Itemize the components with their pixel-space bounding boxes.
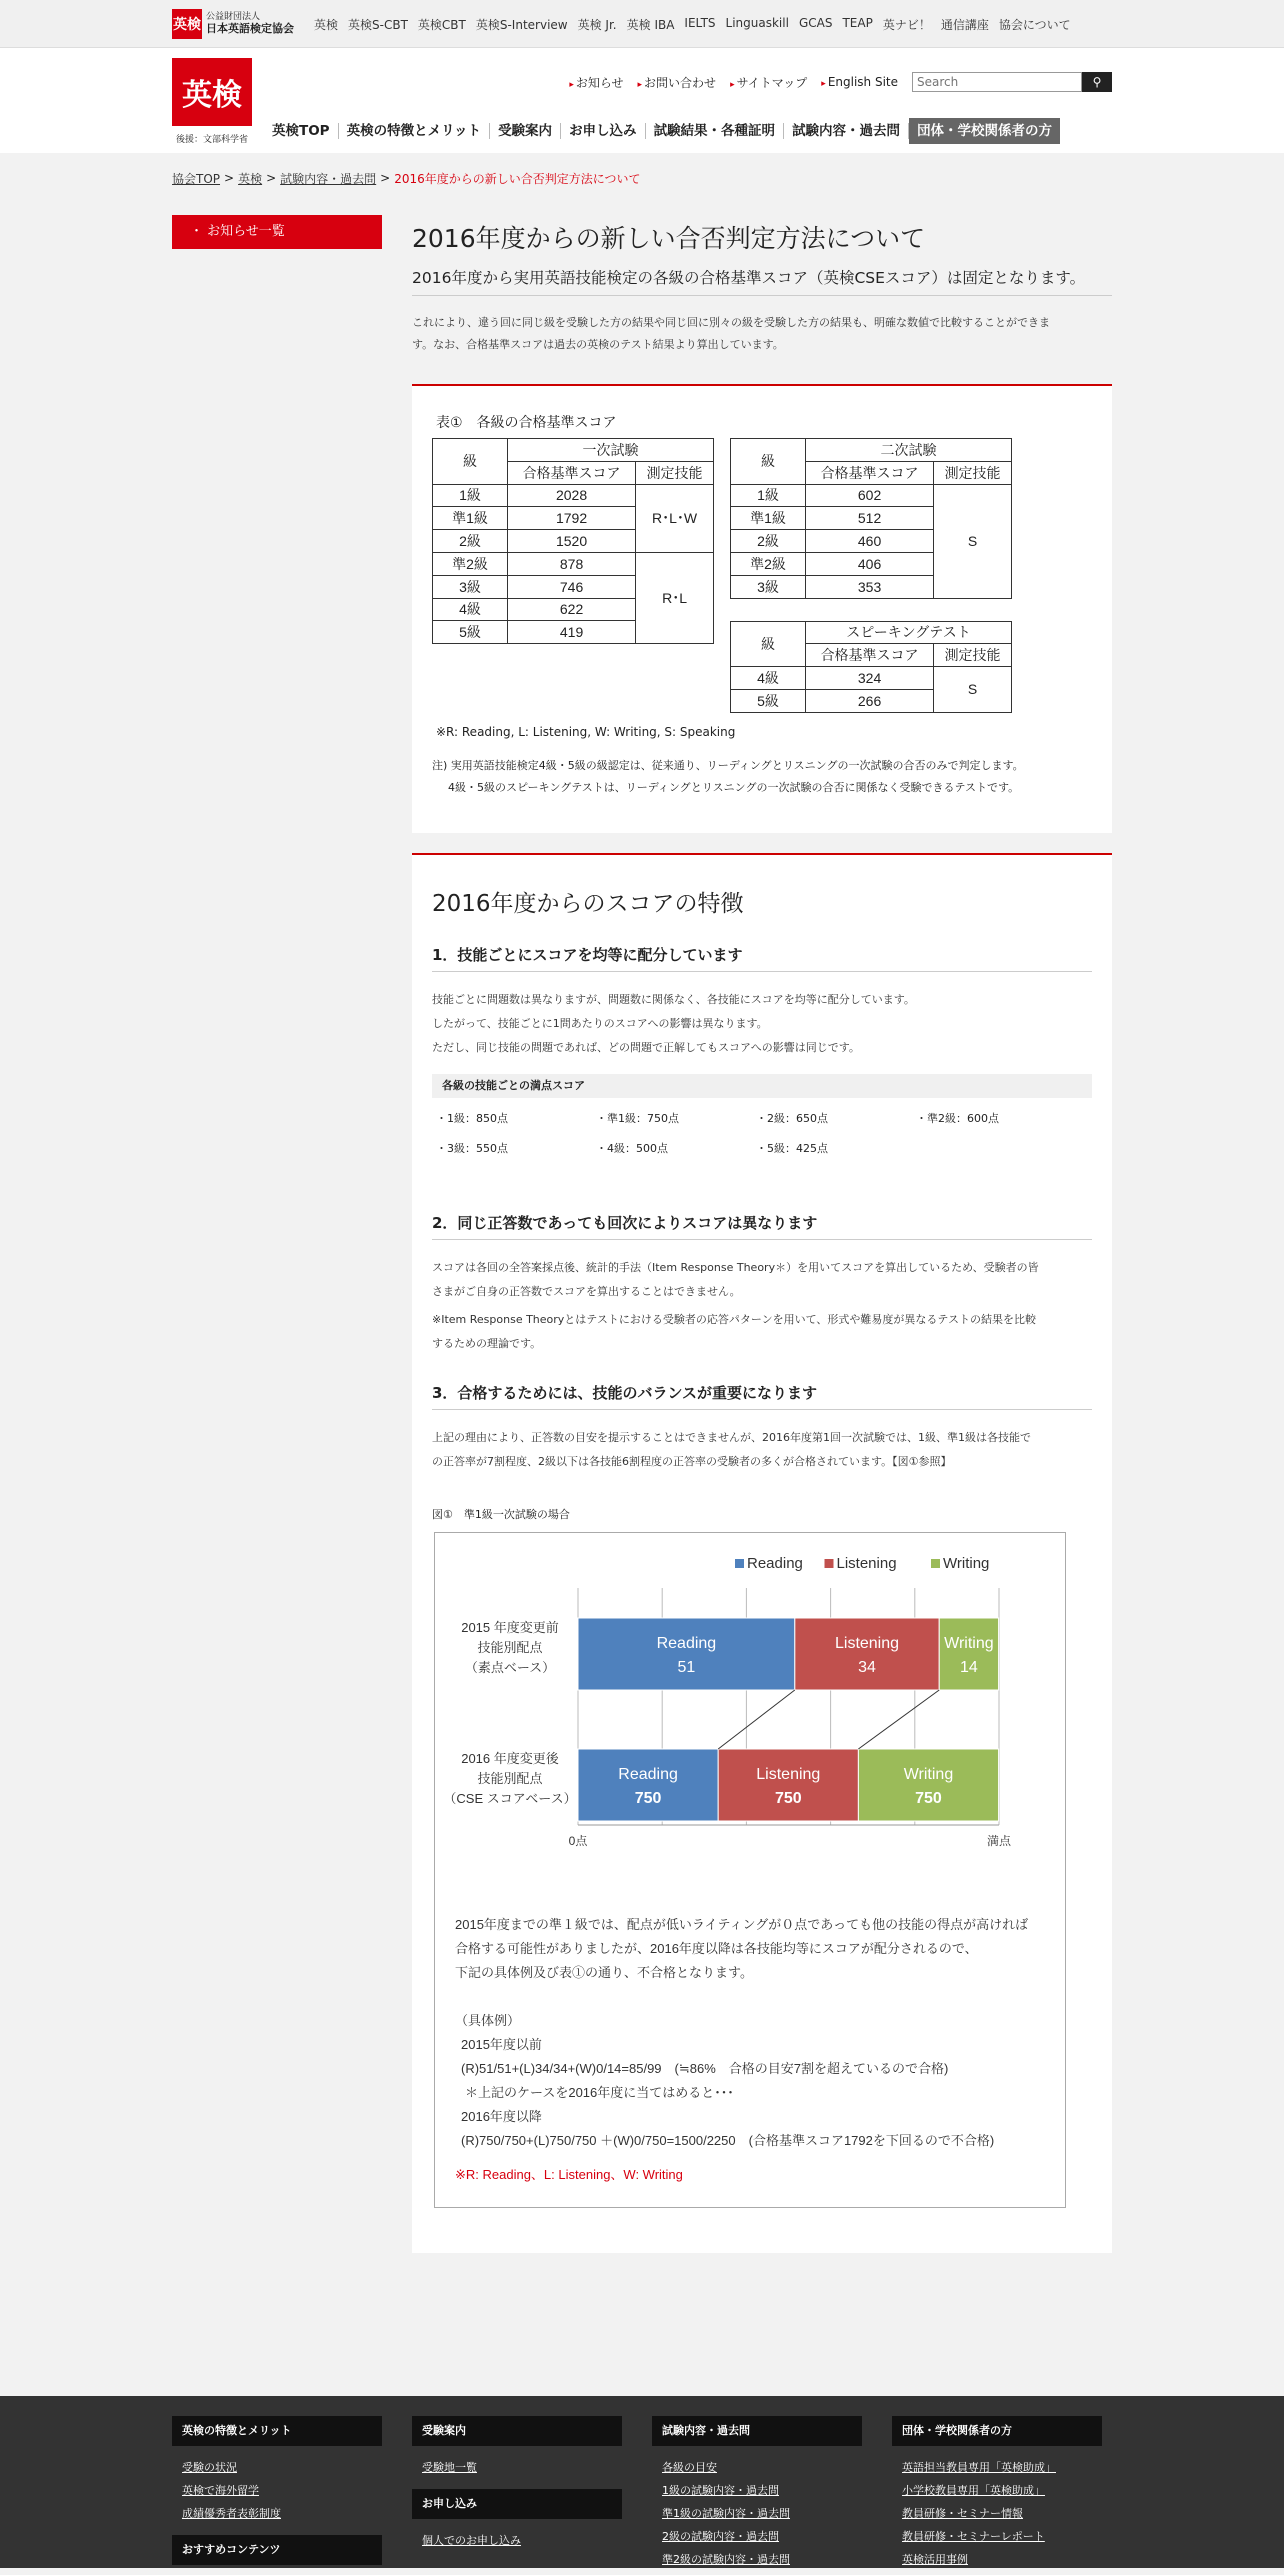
cell-grade: 準2級: [433, 552, 508, 575]
bar-label-name: Writing: [903, 1765, 954, 1783]
cell-score: 419: [508, 621, 636, 644]
cell-skill: S: [934, 484, 1012, 598]
topnav-item[interactable]: 協会について: [998, 17, 1071, 32]
fig-line: 2015年度までの準１級では、配点が低いライティングが０点であっても他の技能の得点が高ければ: [455, 1916, 1029, 1932]
fig-line: （具体例）: [455, 2012, 521, 2028]
cell-grade: 1級: [731, 484, 806, 507]
th-grade: 級: [731, 439, 806, 485]
cell-score: 878: [508, 552, 636, 575]
speaking-test-table: [730, 621, 1012, 713]
utility-nav: [569, 72, 1112, 92]
util-english[interactable]: ▸ English Site: [821, 75, 898, 89]
max-score-list: [432, 1098, 1092, 1164]
bar-writing-1: [939, 1618, 998, 1690]
bar-label-name: Reading: [656, 1634, 717, 1652]
th-test: スピーキングテスト: [806, 621, 1012, 644]
footer-link[interactable]: 教員研修・セミナーレポート: [902, 2530, 1045, 2543]
cell-grade: 2級: [731, 530, 806, 553]
para-line: したがって、技能ごとに1問あたりのスコアへの影響は異なります。: [432, 1016, 768, 1030]
note-line: 注) 実用英語技能検定4級・5級の級認定は、従来通り、リーディングとリスニングの一次試験の合否のみで判定します。: [432, 758, 1024, 772]
connector-line: [718, 1690, 795, 1749]
gnav-groups[interactable]: 団体・学校関係者の方: [909, 118, 1060, 144]
news-list-label: お知らせ一覧: [207, 224, 285, 239]
topnav-item[interactable]: 英検CBT: [417, 17, 466, 32]
x-tick-max: 満点: [986, 1833, 1012, 1848]
para-2b: [432, 1308, 1092, 1356]
figure-1: [432, 1506, 1092, 2208]
subheading-1: 1．技能ごとにスコアを均等に配分しています: [432, 944, 1092, 972]
footer-heading[interactable]: 団体・学校関係者の方: [892, 2416, 1102, 2446]
bar-label-name: Listening: [756, 1765, 821, 1783]
th-test: 一次試験: [508, 439, 714, 462]
bar-label-value: 14: [960, 1658, 978, 1676]
footer-heading[interactable]: 試験内容・過去問: [652, 2416, 862, 2446]
fig-line: ＊上記のケースを2016年度に当てはめると･･･: [465, 2084, 734, 2100]
bar-reading-2: [578, 1749, 718, 1821]
org-name: 日本英語検定協会: [206, 22, 294, 35]
topnav-item[interactable]: IELTS: [684, 15, 716, 30]
main-content: [412, 203, 1112, 2253]
intro-line: す。なお、合格基準スコアは過去の英検のテスト結果より算出しています。: [412, 338, 784, 351]
cell-grade: 5級: [731, 689, 806, 712]
footer-link[interactable]: 小学校教員専用「英検助成」: [902, 2484, 1045, 2497]
search-icon: ⚲: [1092, 75, 1102, 89]
para-1: [432, 988, 1092, 1060]
fig-line: 下記の具体例及び表①の通り、不合格となります。: [455, 1964, 753, 1980]
para-line: ただし、同じ技能の問題であれば、どの問題で正解してもスコアへの影響は同じです。: [432, 1040, 860, 1054]
legend-label-listening: Listening: [836, 1554, 897, 1572]
breadcrumb-link[interactable]: 試験内容・過去問: [280, 171, 377, 186]
cell-score: 746: [508, 575, 636, 598]
para-line: の正答率が7割程度、2級以下は各技能6割程度の正答率の受験者の多くが合格されています。【図①参照】: [432, 1454, 952, 1468]
cell-grade: 1級: [433, 484, 508, 507]
cell-score: 266: [806, 689, 934, 712]
bar-label-name: Writing: [944, 1634, 994, 1652]
max-score-heading: 各級の技能ごとの満点スコア: [432, 1074, 1092, 1098]
topnav-item[interactable]: 英検S-Interview: [475, 17, 568, 32]
gnav-exam[interactable]: 試験内容・過去問: [784, 123, 909, 139]
figure-box: [434, 1532, 1066, 2208]
cell-skill: S: [934, 667, 1012, 713]
search-button[interactable]: [1082, 72, 1112, 92]
gnav-results[interactable]: 試験結果・各種証明: [646, 123, 785, 139]
para-line: さまがご自身の正答数でスコアを算出することはできません。: [432, 1284, 741, 1298]
footer-heading[interactable]: お申し込み: [412, 2489, 622, 2519]
fig-line: 合格する可能性がありましたが、2016年度以降は各技能均等にスコアが配分されるので、: [455, 1940, 978, 1956]
topnav-item[interactable]: 通信講座: [940, 17, 989, 32]
footer-link[interactable]: 成績優秀者表彰制度: [182, 2507, 281, 2520]
footer-link[interactable]: 各級の目安: [662, 2461, 717, 2474]
bar-label-value: 750: [915, 1789, 942, 1807]
cell-score: 324: [806, 667, 934, 690]
legend-swatch-listening: [825, 1559, 834, 1568]
org-logo[interactable]: [172, 9, 294, 39]
cell-grade: 4級: [731, 667, 806, 690]
footer-link[interactable]: 英検活用事例: [902, 2553, 968, 2566]
th-skill: 測定技能: [934, 461, 1012, 484]
bar-label-name: Reading: [618, 1765, 678, 1783]
cell-grade: 3級: [433, 575, 508, 598]
eiken-small-logo: 英検: [172, 9, 202, 39]
footer-col: [652, 2416, 862, 2575]
category-label: （CSE スコアベース）: [443, 1790, 577, 1806]
util-contact[interactable]: ▸ お問い合わせ: [638, 74, 717, 91]
top-nav: [314, 16, 1081, 33]
gnav-merit[interactable]: 英検の特徴とメリット: [339, 123, 490, 139]
cell-score: 622: [508, 598, 636, 621]
footer-link[interactable]: 個人でのお申し込み: [422, 2534, 521, 2547]
gnav-guide[interactable]: 受験案内: [490, 123, 561, 139]
cell-skill: R･L: [636, 552, 714, 643]
global-nav: [272, 118, 1060, 144]
eiken-logo[interactable]: [172, 58, 252, 145]
para-line: ※Item Response Theoryとはテストにおける受験者の応答パターンを用いて、形式や難易度が異なるテストの結果を比較: [432, 1312, 1036, 1326]
page-lead: 2016年度から実用英語技能検定の各級の合格基準スコア（英検CSEスコア）は固定となります。: [412, 267, 1112, 296]
footer-link[interactable]: 英検で海外留学: [182, 2484, 259, 2497]
footer-link[interactable]: 英語担当教員専用「英検助成」: [902, 2461, 1056, 2474]
cell-score: 2028: [508, 484, 636, 507]
cell-grade: 準2級: [731, 552, 806, 575]
th-grade: 級: [731, 621, 806, 667]
topnav-item[interactable]: 英検 IBA: [626, 17, 675, 32]
figure-caption: 図① 準1級一次試験の場合: [432, 1507, 570, 1521]
util-news[interactable]: ▸ お知らせ: [569, 74, 623, 91]
th-skill: 測定技能: [636, 461, 714, 484]
cell-score: 406: [806, 552, 934, 575]
bar-listening-2: [718, 1749, 858, 1821]
cell-score: 512: [806, 507, 934, 530]
max-score-item: ・ 3級：550点: [432, 1134, 592, 1164]
th-score: 合格基準スコア: [806, 644, 934, 667]
site-footer: [0, 2396, 1284, 2568]
footer-link[interactable]: 2級の試験内容・過去問: [662, 2530, 779, 2543]
max-score-item: ・ 準2級：600点: [912, 1104, 1072, 1134]
org-prefix: 公益財団法人: [206, 12, 261, 22]
first-stage-table: [432, 438, 714, 644]
breadcrumb: 協会TOP > 英検 > 試験内容・過去問 > 2016年度からの新しい合否判定方法について: [172, 171, 641, 186]
bar-label-value: 750: [634, 1789, 662, 1807]
bar-writing-2: [858, 1749, 998, 1821]
fig-line: (R)750/750+(L)750/750 ＋(W)0/750=1500/2250 (合格基準スコア1792を下回るので不合格): [461, 2132, 995, 2148]
th-grade: 級: [433, 439, 508, 485]
max-score-item: ・ 2級：650点: [752, 1104, 912, 1134]
max-score-item: ・ 4級：500点: [592, 1134, 752, 1164]
legend-swatch-writing: [931, 1559, 940, 1568]
cell-score: 1792: [508, 507, 636, 530]
bar-label-value: 51: [677, 1658, 696, 1676]
intro-line: これにより、違う回に同じ級を受験した方の結果や同じ回に別々の級を受験した方の結果も、明確な数値で比較することができま: [412, 316, 1050, 329]
breadcrumb-link[interactable]: 協会TOP: [172, 171, 221, 186]
th-score: 合格基準スコア: [508, 461, 636, 484]
logo-sub: 後援：文部科学省: [175, 135, 248, 145]
bar-reading-1: [578, 1618, 795, 1690]
figure-text: [455, 1913, 1055, 2187]
footer-heading[interactable]: おすすめコンテンツ: [172, 2535, 382, 2565]
fig-legend-note: ※R: Reading、L: Listening、W: Writing: [455, 2166, 683, 2182]
cell-score: 460: [806, 530, 934, 553]
cell-grade: 3級: [731, 575, 806, 598]
fig-line: 2016年度以降: [461, 2108, 542, 2124]
topnav-item[interactable]: Linguaskill: [725, 15, 789, 30]
para-line: 上記の理由により、正答数の目安を提示することはできませんが、2016年度第1回一次試験では、1級、準1級は各技能で: [432, 1430, 1031, 1444]
site-header: [0, 48, 1284, 153]
cell-grade: 準1級: [731, 507, 806, 530]
breadcrumb-link[interactable]: 英検: [238, 171, 263, 186]
note-line: 4級・5級のスピーキングテストは、リーディングとリスニングの一次試験の合否に関係なく受験できるテストです。: [448, 780, 1020, 794]
max-score-item: ・ 準1級：750点: [592, 1104, 752, 1134]
cell-grade: 2級: [433, 530, 508, 553]
cell-score: 353: [806, 575, 934, 598]
category-label: （素点ベース）: [464, 1659, 556, 1675]
footer-link[interactable]: 教員研修・セミナー情報: [902, 2507, 1023, 2520]
gnav-apply[interactable]: お申し込み: [561, 123, 646, 139]
intro-text: [412, 312, 1112, 356]
fig-line: 2015年度以前: [461, 2036, 542, 2052]
cell-score: 602: [806, 484, 934, 507]
util-sitemap[interactable]: ▸ サイトマップ: [730, 74, 807, 91]
footer-link[interactable]: 1級の試験内容・過去問: [662, 2484, 779, 2497]
legend-label-writing: Writing: [943, 1554, 990, 1572]
score-features-panel: [412, 853, 1112, 2253]
news-list-button[interactable]: ・ お知らせ一覧: [172, 215, 382, 249]
subheading-3: 3．合格するためには、技能のバランスが重要になります: [432, 1382, 1092, 1410]
table-legend: ※R: Reading, L: Listening, W: Writing, S: Speaking: [436, 724, 736, 739]
footer-link[interactable]: 受験地一覧: [422, 2461, 477, 2474]
second-stage-table: [730, 438, 1012, 599]
category-label: 2016 年度変更後: [461, 1750, 559, 1766]
cell-score: 1520: [508, 530, 636, 553]
gnav-top[interactable]: 英検TOP: [272, 123, 339, 139]
topnav-item[interactable]: 英検 Jr.: [577, 17, 617, 32]
th-test: 二次試験: [806, 439, 1012, 462]
breadcrumb-current: 2016年度からの新しい合否判定方法について: [394, 171, 641, 186]
legend-swatch-reading: [735, 1559, 744, 1568]
footer-heading[interactable]: 受験案内: [412, 2416, 622, 2446]
top-bar: [0, 0, 1284, 48]
th-skill: 測定技能: [934, 644, 1012, 667]
bar-label-value: 34: [858, 1658, 876, 1676]
cell-grade: 4級: [433, 598, 508, 621]
subheading-2: 2．同じ正答数であっても回次によりスコアは異なります: [432, 1212, 1092, 1240]
category-label: 2015 年度変更前: [461, 1619, 559, 1635]
table-caption: 表① 各級の合格基準スコア: [436, 415, 617, 431]
footer-link[interactable]: 準1級の試験内容・過去問: [662, 2507, 790, 2520]
category-label: 技能別配点: [477, 1770, 543, 1786]
eiken-logo-mark: 英検: [172, 58, 252, 126]
max-score-item: ・ 1級：850点: [432, 1104, 592, 1134]
fig-line: (R)51/51+(L)34/34+(W)0/14=85/99 (≒86% 合格の目安7割を超えているので合格): [461, 2060, 949, 2076]
x-tick-min: 0点: [568, 1833, 588, 1848]
score-table-panel: [412, 384, 1112, 833]
bar-label-name: Listening: [834, 1634, 900, 1652]
category-label: 技能別配点: [477, 1639, 543, 1655]
topnav-item[interactable]: 英ナビ！: [882, 17, 931, 32]
cell-grade: 準1級: [433, 507, 508, 530]
search-input[interactable]: [912, 72, 1082, 92]
topnav-item[interactable]: TEAP: [842, 15, 873, 30]
th-score: 合格基準スコア: [806, 461, 934, 484]
para-line: するための理論です。: [432, 1336, 542, 1350]
cell-grade: 5級: [433, 621, 508, 644]
cell-skill: R･L･W: [636, 484, 714, 552]
footer-link[interactable]: 準2級の試験内容・過去問: [662, 2553, 790, 2566]
table-notes: [432, 755, 1092, 799]
topnav-item[interactable]: GCAS: [798, 15, 833, 30]
footer-col: [412, 2416, 622, 2575]
footer-col: [172, 2416, 382, 2575]
topnav-item[interactable]: 英検S-CBT: [348, 17, 408, 32]
topnav-item[interactable]: 英検: [314, 17, 339, 32]
score-allocation-chart: [435, 1533, 1065, 1903]
max-score-item: ・ 5級：425点: [752, 1134, 912, 1164]
sidebar: [172, 215, 382, 249]
bar-label-value: 750: [774, 1789, 802, 1807]
para-line: スコアは各回の全答案採点後、統計的手法（Item Response Theory＊）を用いてスコアを算出しているため、受験者の皆: [432, 1260, 1039, 1274]
section-title: 2016年度からのスコアの特徴: [432, 890, 744, 917]
footer-heading[interactable]: 英検の特徴とメリット: [172, 2416, 382, 2446]
bar-listening-1: [795, 1618, 939, 1690]
para-2: [432, 1256, 1092, 1304]
footer-col: [892, 2416, 1102, 2575]
para-line: 技能ごとに問題数は異なりますが、問題数に関係なく、各技能にスコアを均等に配分しています。: [432, 992, 915, 1006]
para-3: [432, 1426, 1092, 1474]
legend-label-reading: Reading: [747, 1554, 803, 1572]
page-title: 2016年度からの新しい合否判定方法について: [412, 224, 926, 253]
connector-line: [858, 1690, 939, 1749]
footer-link[interactable]: 受験の状況: [182, 2461, 237, 2474]
